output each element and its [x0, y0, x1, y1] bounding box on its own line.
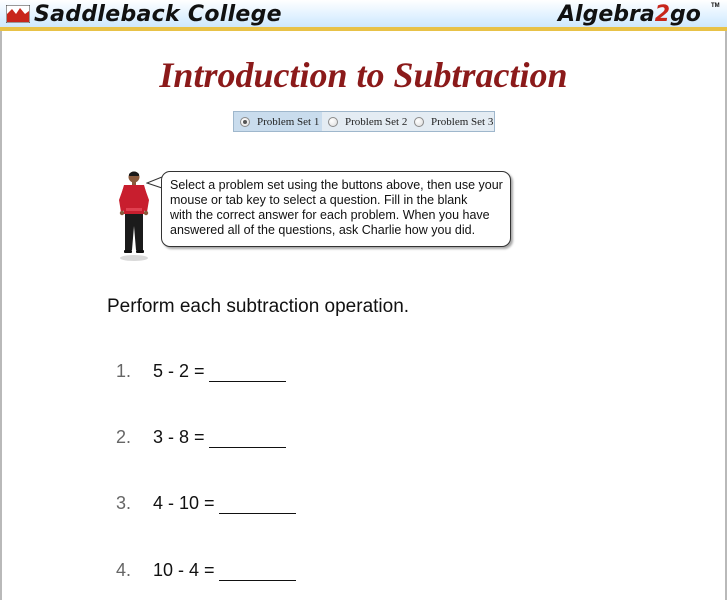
answer-blank-input[interactable]: [209, 428, 286, 448]
answer-blank-input[interactable]: [219, 561, 296, 581]
radio-unselected-icon[interactable]: [328, 117, 338, 127]
problem-number: 3.: [116, 493, 132, 513]
site-header: [0, 0, 727, 31]
problem-set-1-label: Problem Set 1: [257, 115, 320, 128]
instruction-text: Perform each subtraction operation.: [107, 296, 410, 317]
expression-text: 5 - 2 =: [153, 361, 205, 381]
bubble-line-1: Select a problem set using the buttons above, then use your: [170, 178, 503, 192]
brand-suffix: go: [670, 2, 701, 27]
problem-set-2-option[interactable]: [322, 112, 408, 131]
answer-blank-input[interactable]: [219, 494, 296, 514]
problem-item: [0, 493, 727, 519]
problem-set-1-option[interactable]: [234, 112, 322, 131]
radio-unselected-icon[interactable]: [414, 117, 424, 127]
bubble-line-3: with the correct answer for each problem. When you have: [170, 208, 490, 222]
problem-item: [0, 361, 727, 387]
problem-set-selector: [233, 111, 495, 132]
problem-expression: [153, 560, 296, 581]
brand-digit: 2: [654, 2, 670, 27]
answer-blank-input[interactable]: [209, 362, 286, 382]
instructions-speech-bubble: [161, 171, 511, 247]
problem-number: 4.: [116, 560, 132, 580]
trademark-mark: TM: [711, 3, 720, 9]
radio-selected-icon[interactable]: [240, 117, 250, 127]
college-name[interactable]: Saddleback College: [34, 2, 282, 27]
problem-expression: [153, 361, 286, 382]
problem-item: [0, 560, 727, 586]
algebra2go-logo[interactable]: [558, 1, 701, 29]
bubble-line-4: answered all of the questions, ask Charlie how you did.: [170, 223, 476, 237]
brand-prefix: Algebra: [558, 2, 655, 27]
problem-number: 2.: [116, 427, 132, 447]
expression-text: 3 - 8 =: [153, 427, 205, 447]
problem-expression: [153, 493, 296, 514]
saddleback-logo-icon: [6, 5, 30, 23]
problem-set-2-label: Problem Set 2: [345, 115, 408, 128]
expression-text: 4 - 10 =: [153, 493, 215, 513]
problem-set-3-label: Problem Set 3: [431, 115, 494, 128]
expression-text: 10 - 4 =: [153, 560, 215, 580]
bubble-line-2: mouse or tab key to select a question. Fill in the blank: [170, 193, 468, 207]
problem-expression: [153, 427, 286, 448]
problem-number: 1.: [116, 361, 132, 381]
problem-item: [0, 427, 727, 453]
problem-set-3-option[interactable]: [408, 112, 494, 131]
page-title: Introduction to Subtraction: [159, 55, 568, 95]
